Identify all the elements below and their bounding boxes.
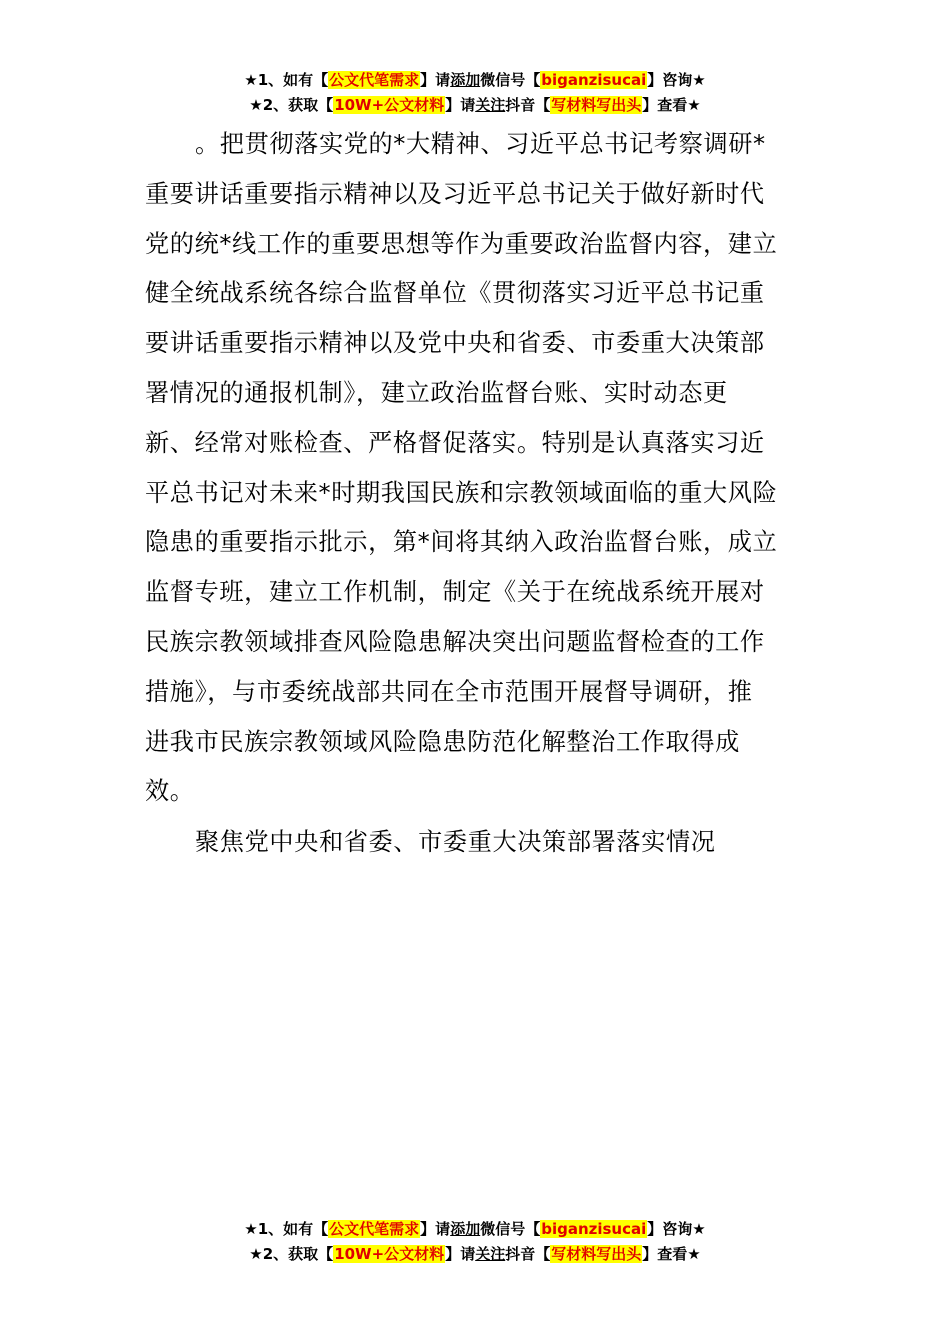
banner-text: ★2、获取【 [249, 96, 334, 114]
paragraph-line: 效。 [145, 777, 195, 806]
banner-text: 】咨询★ [647, 1220, 706, 1238]
section-heading: 聚焦党中央和省委、市委重大决策部署落实情况 [195, 828, 716, 856]
paragraph-line: 隐患的重要指示批示，第*间将其纳入政治监督台账，成立 [145, 528, 778, 557]
banner-text: ★1、如有【 [244, 71, 329, 89]
banner-text: ★1、如有【 [244, 1220, 329, 1238]
highlight-service-text: 公文代笔需求 [329, 71, 420, 89]
paragraph-line: 要讲话重要指示精神以及党中央和省委、市委重大决策部 [145, 329, 765, 358]
paragraph-line: 进我市民族宗教领域风险隐患防范化解整治工作取得成 [145, 727, 740, 756]
underlined-text: 添加 [450, 71, 481, 89]
paragraph-line: 重要讲话重要指示精神以及习近平总书记关于做好新时代 [145, 179, 765, 208]
banner-text: 抖音【 [505, 1245, 551, 1263]
paragraph-line: 措施》，与市委统战部共同在全市范围开展督导调研，推 [145, 677, 753, 706]
highlight-wechat-id: biganzisucai [541, 71, 647, 89]
paragraph-line: 新、经常对账检查、严格督促落实。特别是认真落实习近 [145, 428, 765, 457]
banner-text: 微信号【 [480, 71, 541, 89]
paragraph-line: 民族宗教领域排查风险隐患解决突出问题监督检查的工作 [145, 627, 765, 656]
banner-line-1 [0, 68, 950, 93]
banner-text: 】请 [420, 1220, 451, 1238]
banner-text: 】请 [445, 1245, 476, 1263]
banner-text: 抖音【 [505, 96, 551, 114]
paragraph-line: 平总书记对未来*时期我国民族和宗教领域面临的重大风险 [145, 478, 778, 507]
highlight-materials-text: 10W+公文材料 [334, 1245, 445, 1263]
highlight-douyin-account: 写材料写出头 [551, 1245, 642, 1263]
banner-text: ★2、获取【 [249, 1245, 334, 1263]
paragraph-line: 。把贯彻落实党的*大精神、习近平总书记考察调研* [195, 130, 766, 158]
banner-text: 】查看★ [642, 1245, 701, 1263]
paragraph-line: 监督专班，建立工作机制，制定《关于在统战系统开展对 [145, 578, 765, 607]
footer-banner [0, 1217, 950, 1267]
underlined-text: 关注 [475, 1245, 506, 1263]
banner-text: 】请 [420, 71, 451, 89]
highlight-service-text: 公文代笔需求 [329, 1220, 420, 1238]
banner-text: 】请 [445, 96, 476, 114]
body-paragraph [145, 120, 810, 817]
header-banner [0, 68, 950, 118]
banner-text: 微信号【 [480, 1220, 541, 1238]
underlined-text: 关注 [475, 96, 506, 114]
highlight-wechat-id: biganzisucai [541, 1220, 647, 1238]
underlined-text: 添加 [450, 1220, 481, 1238]
banner-text: 】咨询★ [647, 71, 706, 89]
highlight-materials-text: 10W+公文材料 [334, 96, 445, 114]
paragraph-line: 党的统*线工作的重要思想等作为重要政治监督内容，建立 [145, 229, 778, 258]
paragraph-line: 署情况的通报机制》，建立政治监督台账、实时动态更 [145, 378, 728, 407]
paragraph-line: 健全统战系统各综合监督单位《贯彻落实习近平总书记重 [145, 279, 765, 308]
banner-text: 】查看★ [642, 96, 701, 114]
highlight-douyin-account: 写材料写出头 [551, 96, 642, 114]
banner-line-2 [0, 1242, 950, 1267]
banner-line-2 [0, 93, 950, 118]
banner-line-1 [0, 1217, 950, 1242]
